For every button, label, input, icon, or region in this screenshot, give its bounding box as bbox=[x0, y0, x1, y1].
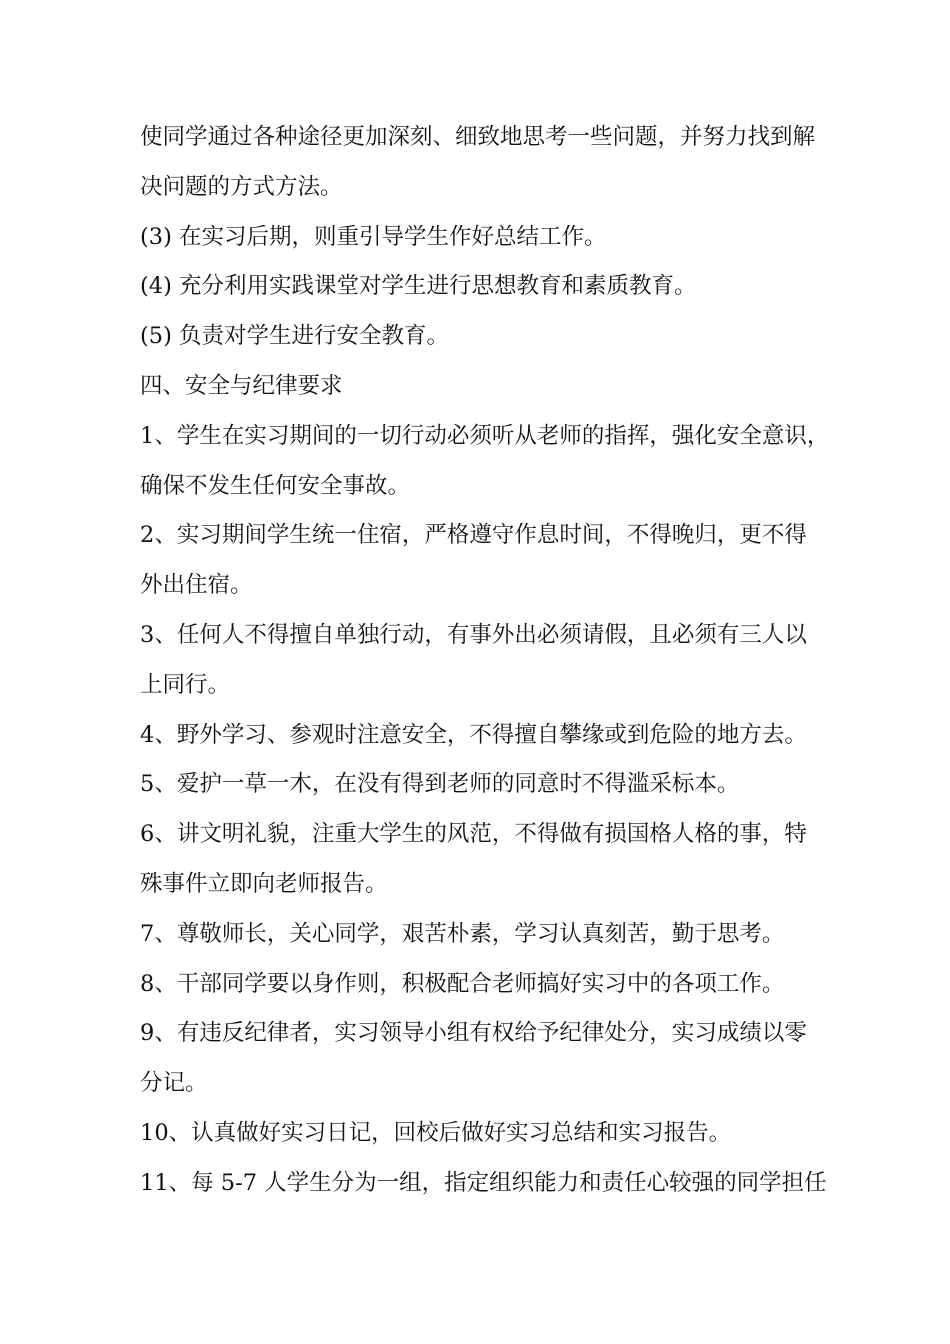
paragraph-line: (3) 在实习后期，则重引导学生作好总结工作。 bbox=[140, 223, 607, 250]
document-body bbox=[140, 113, 840, 1209]
paragraph-line: 2、实习期间学生统一住宿，严格遵守作息时间，不得晚归，更不得 bbox=[140, 522, 807, 549]
paragraph-line: 确保不发生任何安全事故。 bbox=[140, 472, 411, 499]
rule-item-5 bbox=[140, 760, 840, 810]
rule-item-2 bbox=[140, 511, 840, 611]
paragraph-line: 5、爱护一草一木，在没有得到老师的同意时不得滥采标本。 bbox=[140, 771, 740, 798]
rule-item-11 bbox=[140, 1159, 840, 1209]
paragraph-line: 11、每 5-7 人学生分为一组，指定组织能力和责任心较强的同学担任 bbox=[140, 1169, 827, 1196]
list-item-5 bbox=[140, 312, 840, 362]
paragraph-line: (5) 负责对学生进行安全教育。 bbox=[140, 323, 450, 350]
paragraph-line: 10、认真做好实习日记，回校后做好实习总结和实习报告。 bbox=[140, 1119, 732, 1146]
paragraph-line: 决问题的方式方法。 bbox=[140, 173, 343, 200]
paragraph-line: 外出住宿。 bbox=[140, 572, 253, 599]
rule-item-9 bbox=[140, 1009, 840, 1109]
rule-item-1 bbox=[140, 412, 840, 512]
rule-item-4 bbox=[140, 711, 840, 761]
list-item-4 bbox=[140, 262, 840, 312]
section-heading-text: 四、安全与纪律要求 bbox=[140, 372, 343, 399]
paragraph-line: 分记。 bbox=[140, 1070, 208, 1097]
paragraph-line: 7、尊敬师长，关心同学，艰苦朴素，学习认真刻苦，勤于思考。 bbox=[140, 920, 785, 947]
paragraph-line: 4、野外学习、参观时注意安全，不得擅自攀缘或到危险的地方去。 bbox=[140, 721, 807, 748]
paragraph-line: 9、有违反纪律者，实习领导小组有权给予纪律处分，实习成绩以零 bbox=[140, 1020, 807, 1047]
list-item-3 bbox=[140, 213, 840, 263]
paragraph-line: 1、学生在实习期间的一切行动必须听从老师的指挥，强化安全意识， bbox=[140, 422, 830, 449]
paragraph-line: 6、讲文明礼貌，注重大学生的风范，不得做有损国格人格的事，特 bbox=[140, 821, 807, 848]
rule-item-3 bbox=[140, 611, 840, 711]
rule-item-7 bbox=[140, 910, 840, 960]
paragraph-line: 上同行。 bbox=[140, 671, 231, 698]
paragraph-line: 8、干部同学要以身作则，积极配合老师搞好实习中的各项工作。 bbox=[140, 970, 785, 997]
paragraph-line: (4) 充分利用实践课堂对学生进行思想教育和素质教育。 bbox=[140, 273, 697, 300]
rule-item-6 bbox=[140, 810, 840, 910]
paragraph-line: 使同学通过各种途径更加深刻、细致地思考一些问题，并努力找到解 bbox=[140, 124, 816, 150]
section-heading bbox=[140, 362, 840, 412]
paragraph-line: 3、任何人不得擅自单独行动，有事外出必须请假，且必须有三人以 bbox=[140, 621, 807, 648]
rule-item-8 bbox=[140, 960, 840, 1010]
rule-item-10 bbox=[140, 1109, 840, 1159]
paragraph-continued bbox=[140, 113, 840, 213]
paragraph-line: 殊事件立即向老师报告。 bbox=[140, 870, 388, 897]
